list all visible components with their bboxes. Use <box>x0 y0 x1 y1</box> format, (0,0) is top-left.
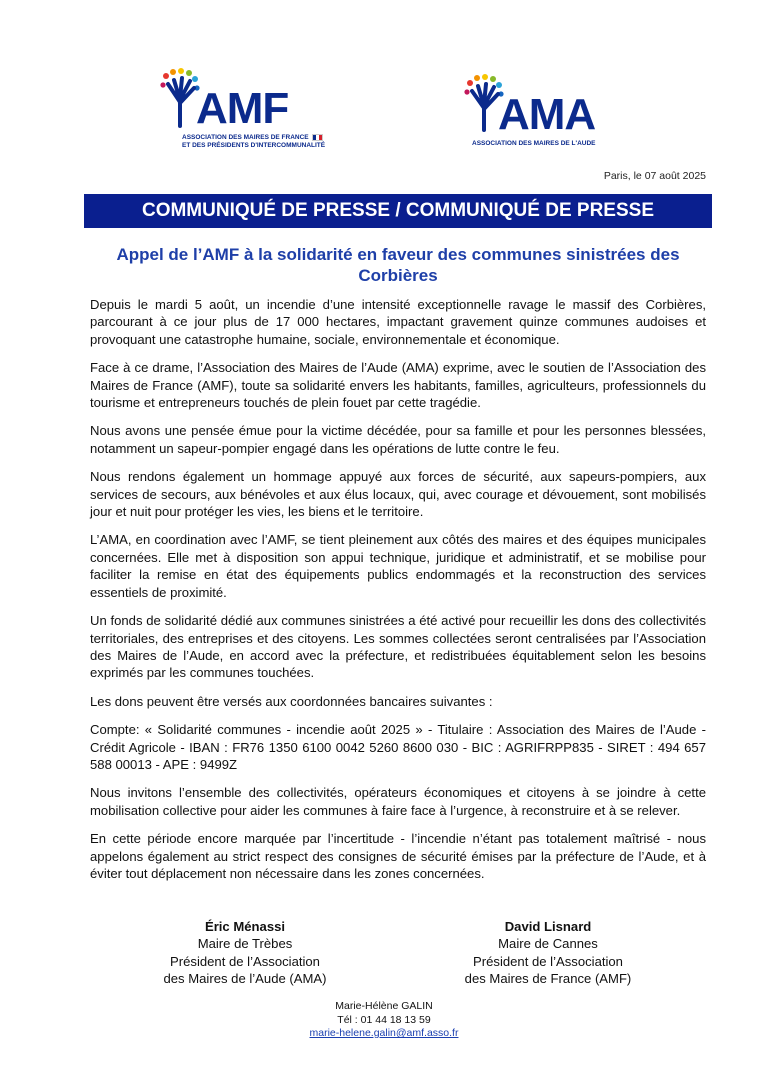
ama-wordmark: AMA <box>498 90 596 139</box>
amf-subtitle-line1: ASSOCIATION DES MAIRES DE FRANCE <box>182 134 325 142</box>
paragraph: Nous avons une pensée émue pour la victime décédée, pour sa famille et pour les personnes blessées, notamment un sapeur-pompier engagé dans les opérations de lutte contre le feu. <box>90 423 706 456</box>
tree-people-icon <box>160 68 200 130</box>
date-line: Paris, le 07 août 2025 <box>603 170 706 182</box>
signatory-title: Président de l’Association <box>473 953 623 969</box>
paragraph: Face à ce drame, l’Association des Maires de l’Aude (AMA) exprime, avec le soutien de l’Association des Maires de France (AMF), toute sa solidarité envers les habitants, familles, agriculteurs, professionnels du tourisme et entrepreneurs touchés de plein fouet par cette tragédie. <box>90 360 706 411</box>
paragraph: Un fonds de solidarité dédié aux communes sinistrées a été activé pour recueillir les dons des collectivités territoriales, des entreprises et des citoyens. Les sommes collectées seront centralisées par l’Association des Maires de l’Aude, en accord avec la préfecture, et redistribuées équitablement selon les besoins exprimés par les communes touchées. <box>90 613 706 681</box>
signatory-title: Président de l’Association <box>170 953 320 969</box>
amf-logo <box>160 62 330 158</box>
paragraph: Nous rendons également un hommage appuyé aux forces de sécurité, aux sapeurs-pompiers, aux services de secours, aux bénévoles et aux élus locaux, qui, avec courage et dévouement, sont mobilisés jour et nuit pour protéger les vies, les biens et le territoire. <box>90 469 706 520</box>
amf-wordmark: AMF <box>196 84 289 133</box>
paragraph: Nous invitons l’ensemble des collectivités, opérateurs économiques et citoyens à se joindre à cette mobilisation collective pour aider les communes à faire face à l’urgence, à reconstruire et à se relever. <box>90 785 706 818</box>
signatures <box>0 918 768 998</box>
contact-phone: Tél : 01 44 18 13 59 <box>337 1013 431 1026</box>
amf-subtitle-line2: ET DES PRÉSIDENTS D'INTERCOMMUNALITÉ <box>182 142 326 150</box>
signature-block-ama <box>115 918 375 988</box>
ama-subtitle: ASSOCIATION DES MAIRES DE L'AUDE <box>472 140 596 147</box>
press-contact <box>0 1000 768 1041</box>
paragraph: Les dons peuvent être versés aux coordonnées bancaires suivantes : <box>90 693 493 709</box>
bank-details-paragraph: Compte: « Solidarité communes - incendie août 2025 » - Titulaire : Association des Maires de l’Aude - Crédit Agricole - IBAN : FR76 1350 6100 0042 5260 8600 030 - BIC : AGRIFRPP835 - SIRET : 494 657 588 00013 - APE : 9499Z <box>90 722 706 772</box>
signatory-title: Maire de Cannes <box>498 936 598 952</box>
ama-logo <box>462 70 632 158</box>
signatory-name: Éric Ménassi <box>204 919 286 934</box>
paragraph: Depuis le mardi 5 août, un incendie d’une intensité exceptionnelle ravage le massif des Corbières, parcourant à ce jour plus de 17 000 hectares, impactant gravement quinze communes audoises et provoquant une catastrophe humaine, sociale, environnementale et économique. <box>90 297 706 347</box>
signatory-name: David Lisnard <box>504 919 592 934</box>
logos-header <box>0 62 768 162</box>
signatory-title: des Maires de l’Aude (AMA) <box>163 971 327 987</box>
signatory-title: Maire de Trèbes <box>197 936 293 952</box>
signatory-title: des Maires de France (AMF) <box>464 971 632 987</box>
paragraph: L’AMA, en coordination avec l’AMF, se tient pleinement aux côtés des maires et des équipes municipales concernées. Elle met à disposition son appui technique, juridique et administratif, et se mobilise pour faciliter la remise en état des équipements publics endommagés et la reconstruction des services essentiels de proximité. <box>90 532 706 600</box>
release-subject: Appel de l’AMF à la solidarité en faveur des communes sinistrées des Corbières <box>116 245 680 285</box>
paragraph: En cette période encore marquée par l’incertitude - l’incendie n’étant pas totalement maîtrisé - nous appelons également au strict respect des consignes de sécurité émises par la préfecture de l’Aude, et à éviter tout déplacement non nécessaire dans les zones concernées. <box>90 831 706 881</box>
french-flag-icon <box>312 134 323 141</box>
press-release-banner: COMMUNIQUÉ DE PRESSE / COMMUNIQUÉ DE PRESSE <box>84 194 712 228</box>
contact-name: Marie-Hélène GALIN <box>335 1000 433 1012</box>
signature-block-amf <box>418 918 678 988</box>
amf-subtitle <box>182 134 325 150</box>
contact-email-link[interactable]: marie-helene.galin@amf.asso.fr <box>309 1027 459 1039</box>
release-body <box>90 296 706 893</box>
